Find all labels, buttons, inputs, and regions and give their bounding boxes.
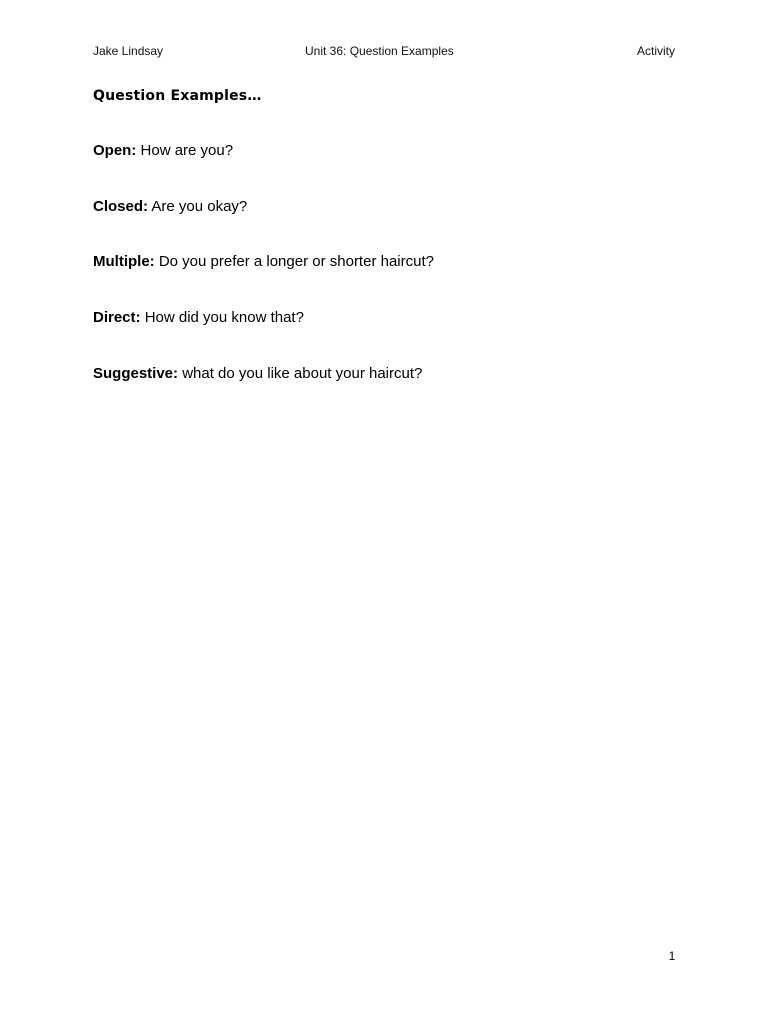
example-text: How are you?	[140, 142, 234, 159]
question-example-open	[93, 141, 233, 161]
example-term: Open:	[93, 142, 137, 159]
header-author: Jake Lindsay	[93, 44, 164, 58]
example-term: Direct:	[93, 309, 141, 326]
page-header	[93, 42, 675, 60]
header-type: Activity	[636, 44, 675, 58]
example-term: Suggestive:	[93, 365, 179, 382]
example-text: what do you like about your haircut?	[182, 365, 423, 382]
example-text: Do you prefer a longer or shorter haircut?	[158, 253, 434, 270]
example-term: Multiple:	[93, 253, 155, 270]
example-text: Are you okay?	[151, 198, 248, 215]
page-number: 1	[668, 949, 676, 963]
question-example-closed	[93, 197, 247, 217]
example-term: Closed:	[93, 198, 149, 215]
document-heading: Question Examples…	[93, 88, 262, 104]
question-example-multiple	[93, 252, 434, 272]
example-text: How did you know that?	[144, 309, 304, 326]
header-title: Unit 36: Question Examples	[305, 44, 454, 58]
question-example-suggestive	[93, 364, 422, 384]
question-example-direct	[93, 308, 304, 328]
